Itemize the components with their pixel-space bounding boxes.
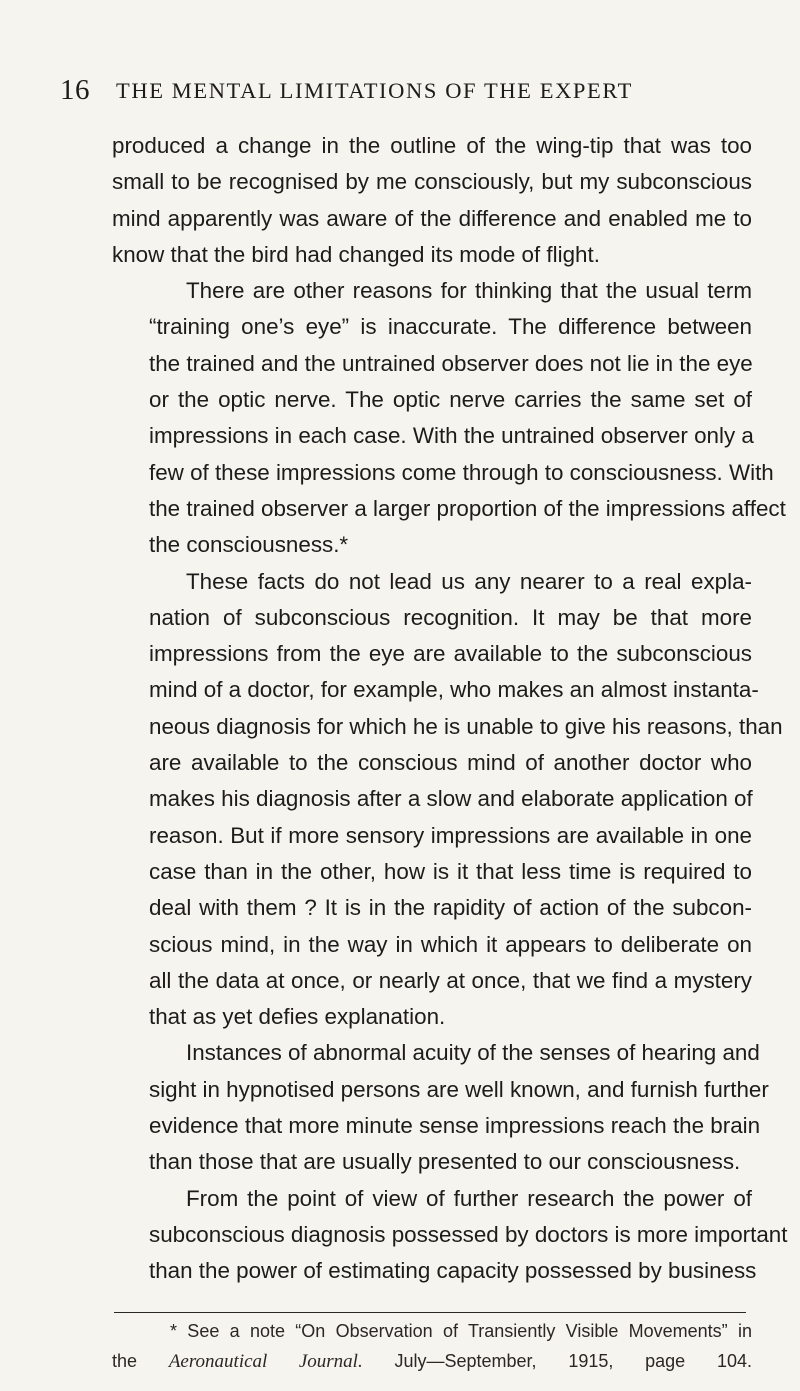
text-line: that as yet defies explanation. [149,1004,446,1030]
text-line: sight in hypnotised persons are well known, and furnish further [149,1076,769,1102]
text-line: mind apparently was aware of the difference and enabled me to [112,205,752,231]
footnote-divider [114,1312,746,1313]
text-line: impressions from the eye are available to the subconscious [149,641,752,667]
journal-title: Aeronautical Journal. [168,1351,363,1372]
text-line: mind of a doctor, for example, who makes an almost instanta- [149,677,759,703]
text-line: Instances of abnormal acuity of the senses of hearing and [186,1040,760,1066]
text-line: small to be recognised by me consciously, but my subconscious [112,169,752,195]
text-line: scious mind, in the way in which it appears to deliberate on [149,931,752,957]
text-line: reason. But if more sensory impressions are available in one [149,822,752,848]
text-line: few of these impressions come through to consciousness. With [149,459,774,485]
paragraph [112,128,752,273]
text-line: or the optic nerve. The optic nerve carries the same set of [149,387,752,413]
text-line: produced a change in the outline of the wing-tip that was too [112,133,752,158]
text-line: case than in the other, how is it that less time is required to [149,858,752,884]
text-line: From the point of view of further research the power of [186,1185,752,1211]
page-header [60,74,746,114]
text-line: subconscious diagnosis possessed by doctors is more important [149,1221,788,1247]
text-line: deal with them ? It is in the rapidity of action of the subcon- [149,895,752,921]
footnote-text: the [112,1351,169,1371]
paragraph [112,1181,788,1290]
text-line: There are other reasons for thinking that the usual term [186,278,752,304]
text-line: “training one’s eye” is inaccurate. The difference between [149,314,752,340]
footnote-text: July—September, 1915, page 104. [362,1351,752,1371]
footnote-line [112,1346,752,1377]
text-line: impressions in each case. With the untrained observer only a [149,423,754,449]
text-line: are available to the conscious mind of another doctor who [149,750,752,776]
text-line: nation of subconscious recognition. It may be that more [149,604,752,630]
paragraph [112,564,783,1036]
text-line: than those that are usually presented to our consciousness. [149,1149,741,1175]
running-head: THE MENTAL LIMITATIONS OF THE EXPERT [116,78,633,103]
footnote-line: * See a note “On Observation of Transiently Visible Movements” in [170,1321,752,1341]
text-line: the trained observer a larger proportion of the impressions affect [149,495,786,521]
text-line: evidence that more minute sense impressions reach the brain [149,1113,761,1139]
text-line: all the data at once, or nearly at once, that we find a mystery [149,967,752,993]
text-line: makes his diagnosis after a slow and elaborate application of [149,786,753,812]
paragraph [112,273,786,563]
text-line: than the power of estimating capacity possessed by business [149,1258,757,1284]
body-text [112,128,788,1290]
text-line: know that the bird had changed its mode of flight. [112,241,600,267]
text-line: neous diagnosis for which he is unable to give his reasons, than [149,713,783,739]
page-number: 16 [60,74,90,106]
text-line: the consciousness.* [149,532,349,558]
footnote [112,1316,752,1377]
text-line: the trained and the untrained observer does not lie in the eye [149,350,753,376]
paragraph [112,1035,769,1180]
text-line: These facts do not lead us any nearer to a real expla- [186,568,752,594]
